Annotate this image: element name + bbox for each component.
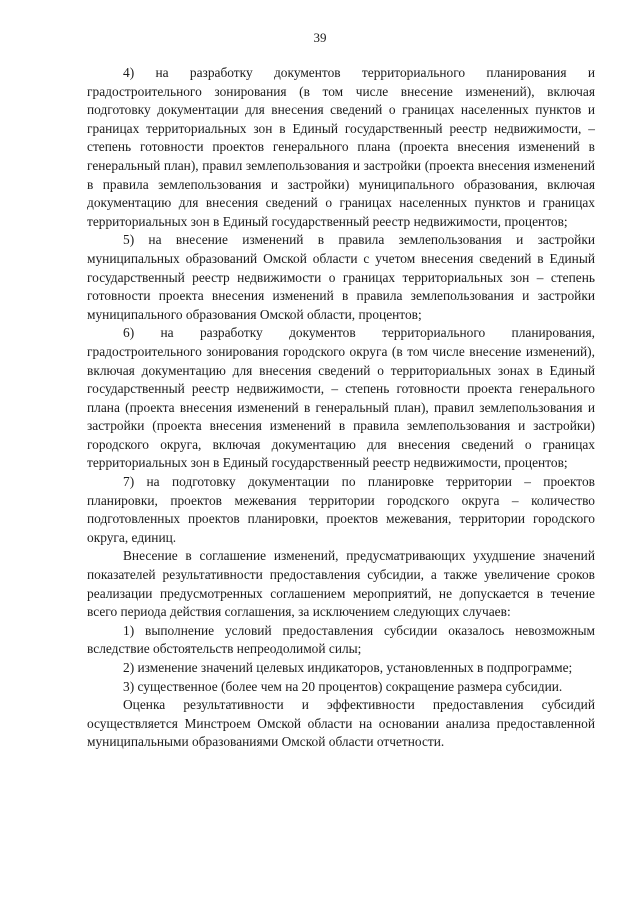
paragraph-item-4: 4) на разработку документов территориального планирования и градостроительного зонирования (в том числе внесение изменений), включая подготовку документации для внесения сведений о границах населенных пунктов и границах территориальных зон в Единый государственный реестр недвижимости, – степень готовности проектов генерального плана (проекта внесения изменений в генеральный план), правил землепользования и застройки (проекта внесения изменений в правила землепользования и застройки) муниципального образования, включая документацию для внесения сведений о границах населенных пунктов и границах территориальных зон в Единый государственный реестр недвижимости, процентов; xyxy=(87,65,595,229)
paragraph-exception-2: 2) изменение значений целевых индикаторов, установленных в подпрограмме; xyxy=(123,660,573,675)
paragraph-evaluation: Оценка результативности и эффективности предоставления субсидий осуществляется Минстроем Омской области на основании анализа предоставленной муниципальными образованиями Омской области отчетности. xyxy=(87,697,595,750)
page-number: 39 xyxy=(313,30,327,45)
paragraph-item-5: 5) на внесение изменений в правила землепользования и застройки муниципальных образований Омской области с учетом внесения сведений в Единый государственный реестр недвижимости о границах территориальных зон – степень готовности проекта внесения изменений в правила землепользования и застройки муниципального образования Омской области, процентов; xyxy=(87,232,595,322)
paragraph-exception-1: 1) выполнение условий предоставления субсидии оказалось невозможным вследствие обстоятельств непреодолимой силы; xyxy=(87,622,595,657)
document-body xyxy=(87,64,595,752)
paragraph-exception-3: 3) существенное (более чем на 20 процентов) сокращение размера субсидии. xyxy=(123,678,563,694)
paragraph-item-6: 6) на разработку документов территориального планирования, градостроительного зонирования городского округа (в том числе внесение изменений), включая документацию для внесения сведений о территориальных зонах в Единый государственный реестр недвижимости, – степень готовности проекта генерального плана (проекта внесения изменений в генеральный план), правил землепользования и застройки (проекта внесения изменений в правила землепользования и застройки) городского округа, включая документацию для внесения сведений о границах территориальных зон в Единый государственный реестр недвижимости, процентов; xyxy=(87,325,595,471)
paragraph-item-7: 7) на подготовку документации по планировке территории – проектов планировки, проектов межевания территории городского округа – количество подготовленных проектов планировки, проектов межевания, территории городского округа, единиц. xyxy=(87,474,595,545)
paragraph-amendment-restriction: Внесение в соглашение изменений, предусматривающих ухудшение значений показателей результативности предоставления субсидии, а также увеличение сроков реализации предусмотренных соглашением мероприятий, не допускается в течение всего периода действия соглашения, за исключением следующих случаев: xyxy=(87,548,595,620)
